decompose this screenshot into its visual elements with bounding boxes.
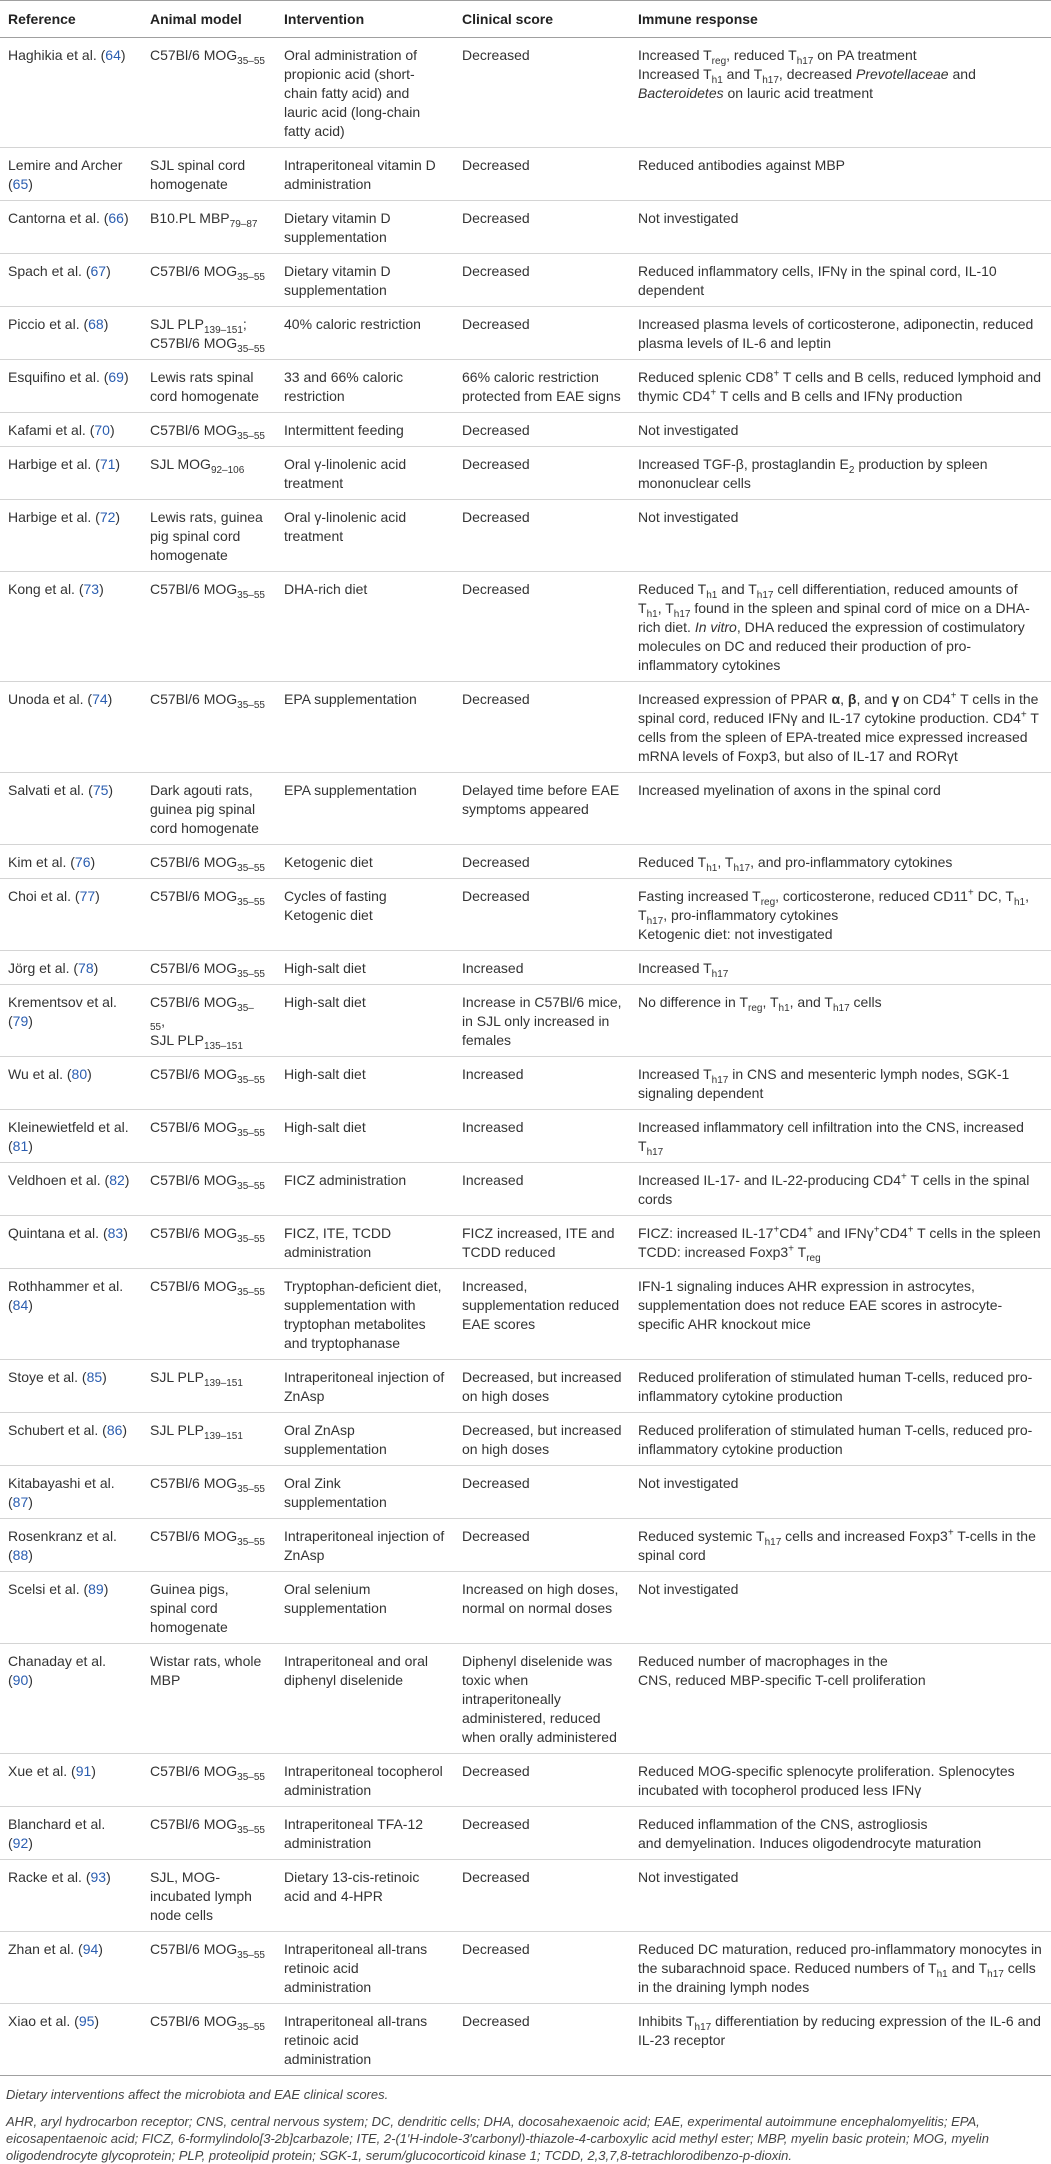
- cell-intervention: Oral γ-linolenic acid treatment: [276, 447, 454, 500]
- reference-link[interactable]: 67: [90, 263, 107, 279]
- cell-immune-response: Reduced MOG-specific splenocyte proliferation. Splenocytes incubated with tocopherol produced less IFNγ: [630, 1754, 1051, 1807]
- reference-link[interactable]: 83: [107, 1225, 124, 1241]
- cell-animal-model: C57Bl/6 $MOG_{35-55}$: [142, 254, 276, 307]
- reference-link[interactable]: 85: [86, 1369, 103, 1385]
- table-row: [0, 1932, 1051, 2004]
- cell-clinical-score: Decreased: [454, 845, 630, 879]
- cell-clinical-score: Decreased: [454, 1754, 630, 1807]
- table-row: [0, 572, 1051, 682]
- cell-immune-response: Increased $T_{h17}$ in CNS and mesenteric lymph nodes, SGK-1 signaling dependent: [630, 1057, 1051, 1110]
- cell-immune-response: IFN-1 signaling induces AHR expression in astrocytes, supplementation does not reduce EAE scores in astrocyte-specific AHR knockout mice: [630, 1269, 1051, 1360]
- cell-reference: Esquifino et al. (69): [0, 360, 142, 413]
- cell-immune-response: Increased $T_{h17}$: [630, 951, 1051, 985]
- cell-animal-model: Wistar rats, whole MBP: [142, 1644, 276, 1754]
- cell-clinical-score: Increased: [454, 1110, 630, 1163]
- cell-immune-response: Increased expression of PPAR α, β, and γ on CD4+ T cells in the spinal cord, reduced IFNγ and IL-17 cytokine production. CD4+ T cells from the spleen of EPA-treated mice expressed increased mRNA levels of Foxp3, but also of IL-17 and RORγt: [630, 682, 1051, 773]
- cell-reference: Racke et al. (93): [0, 1860, 142, 1932]
- cell-immune-response: Reduced inflammatory cells, IFNγ in the spinal cord, IL-10 dependent: [630, 254, 1051, 307]
- reference-link[interactable]: 73: [83, 581, 100, 597]
- table-row: [0, 201, 1051, 254]
- cell-reference: Kafami et al. (70): [0, 413, 142, 447]
- cell-clinical-score: Decreased: [454, 447, 630, 500]
- reference-link[interactable]: 88: [12, 1547, 29, 1563]
- cell-reference: Spach et al. (67): [0, 254, 142, 307]
- cell-immune-response: FICZ: increased IL-17+CD4+ and IFNγ+CD4+ T cells in the spleen TCDD: increased Foxp3+ $T_{reg}$: [630, 1216, 1051, 1269]
- table-row: [0, 2004, 1051, 2076]
- reference-author: Harbige et al. (: [8, 509, 100, 525]
- cell-reference: Rothhammer et al. (84): [0, 1269, 142, 1360]
- cell-intervention: Ketogenic diet: [276, 845, 454, 879]
- cell-animal-model: C57Bl/6 $MOG_{35-55}$: [142, 1163, 276, 1216]
- cell-intervention: Intraperitoneal vitamin D administration: [276, 148, 454, 201]
- cell-clinical-score: Decreased: [454, 1466, 630, 1519]
- cell-intervention: FICZ administration: [276, 1163, 454, 1216]
- cell-reference: Scelsi et al. (89): [0, 1572, 142, 1644]
- reference-author: Rothhammer et al. (: [8, 1278, 124, 1313]
- table-row: [0, 1860, 1051, 1932]
- cell-clinical-score: FICZ increased, ITE and TCDD reduced: [454, 1216, 630, 1269]
- cell-clinical-score: Decreased: [454, 1932, 630, 2004]
- cell-reference: Xue et al. (91): [0, 1754, 142, 1807]
- cell-clinical-score: Decreased, but increased on high doses: [454, 1413, 630, 1466]
- cell-animal-model: C57Bl/6 $MOG_{35-55}$: [142, 1754, 276, 1807]
- table-row: [0, 254, 1051, 307]
- reference-author: Rosenkranz et al. (: [8, 1528, 117, 1563]
- table-header: [0, 1, 1051, 38]
- table-row: [0, 1754, 1051, 1807]
- reference-link[interactable]: 93: [90, 1869, 107, 1885]
- cell-reference: Unoda et al. (74): [0, 682, 142, 773]
- cell-animal-model: C57Bl/6 $MOG_{35-55}$: [142, 1269, 276, 1360]
- cell-animal-model: C57Bl/6 $MOG_{35-55}$: [142, 1057, 276, 1110]
- cell-reference: Haghikia et al. (64): [0, 38, 142, 148]
- cell-reference: Wu et al. (80): [0, 1057, 142, 1110]
- reference-author: Kafami et al. (: [8, 422, 95, 438]
- cell-immune-response: Not investigated: [630, 1466, 1051, 1519]
- cell-intervention: Cycles of fasting Ketogenic diet: [276, 879, 454, 951]
- table-row: [0, 985, 1051, 1057]
- table-body: [0, 38, 1051, 2076]
- cell-reference: Rosenkranz et al. (88): [0, 1519, 142, 1572]
- cell-intervention: EPA supplementation: [276, 773, 454, 845]
- reference-link[interactable]: 91: [75, 1763, 92, 1779]
- cell-intervention: Oral Zink supplementation: [276, 1466, 454, 1519]
- cell-clinical-score: Decreased: [454, 307, 630, 360]
- cell-animal-model: C57Bl/6 $MOG_{35-55}$: [142, 879, 276, 951]
- cell-animal-model: C57Bl/6 $MOG_{35-55}$: [142, 1932, 276, 2004]
- cell-clinical-score: Decreased: [454, 413, 630, 447]
- cell-reference: Jörg et al. (78): [0, 951, 142, 985]
- cell-animal-model: C57Bl/6 $MOG_{35-55}$: [142, 572, 276, 682]
- cell-animal-model: C57Bl/6 $MOG_{35-55}$: [142, 1466, 276, 1519]
- cell-intervention: High-salt diet: [276, 985, 454, 1057]
- header-reference: Reference: [0, 1, 142, 38]
- cell-clinical-score: Decreased: [454, 572, 630, 682]
- reference-author: Krementsov et al. (: [8, 994, 117, 1029]
- cell-clinical-score: Decreased: [454, 38, 630, 148]
- reference-link[interactable]: 90: [12, 1672, 29, 1688]
- cell-reference: Xiao et al. (95): [0, 2004, 142, 2076]
- reference-author: Quintana et al. (: [8, 1225, 108, 1241]
- cell-animal-model: SJL $MOG_{92-106}$: [142, 447, 276, 500]
- reference-link[interactable]: 72: [99, 509, 116, 525]
- reference-author: Haghikia et al. (: [8, 47, 106, 63]
- cell-reference: Blanchard et al. (92): [0, 1807, 142, 1860]
- cell-immune-response: Reduced $T_{h1}$, $T_{h17}$, and pro-inflammatory cytokines: [630, 845, 1051, 879]
- table-row: [0, 447, 1051, 500]
- table-row: [0, 360, 1051, 413]
- cell-reference: Harbige et al. (71): [0, 447, 142, 500]
- cell-immune-response: Increased plasma levels of corticosterone, adiponectin, reduced plasma levels of IL-6 and leptin: [630, 307, 1051, 360]
- table-row: [0, 1163, 1051, 1216]
- cell-intervention: Oral administration of propionic acid (short-chain fatty acid) and lauric acid (long-chain fatty acid): [276, 38, 454, 148]
- cell-animal-model: Dark agouti rats, guinea pig spinal cord homogenate: [142, 773, 276, 845]
- reference-link[interactable]: 70: [94, 422, 110, 438]
- table-row: [0, 1644, 1051, 1754]
- cell-intervention: Intraperitoneal and oral diphenyl diselenide: [276, 1644, 454, 1754]
- cell-clinical-score: Increased on high doses, normal on normal doses: [454, 1572, 630, 1644]
- cell-animal-model: SJL $PLP_{139-151}$: [142, 1360, 276, 1413]
- cell-immune-response: Increased $T_{reg}$, reduced $T_{h17}$ on PA treatment Increased $T_{h1}$ and $T_{h17}$, decreased Prevotellaceae and Bacteroidetes on lauric acid treatment: [630, 38, 1051, 148]
- cell-immune-response: Not investigated: [630, 413, 1051, 447]
- cell-reference: Chanaday et al. (90): [0, 1644, 142, 1754]
- table-row: [0, 1360, 1051, 1413]
- reference-link[interactable]: 77: [79, 888, 96, 904]
- table-row: [0, 682, 1051, 773]
- cell-immune-response: Not investigated: [630, 201, 1051, 254]
- cell-immune-response: Reduced splenic CD8+ T cells and B cells, reduced lymphoid and thymic CD4+ T cells and B cells and IFNγ production: [630, 360, 1051, 413]
- header-animal-model: Animal model: [142, 1, 276, 38]
- reference-author: Kong et al. (: [8, 581, 84, 597]
- cell-intervention: Dietary vitamin D supplementation: [276, 201, 454, 254]
- reference-author: Piccio et al. (: [8, 316, 89, 332]
- cell-immune-response: Reduced inflammation of the CNS, astrogliosis and demyelination. Induces oligodendrocyte maturation: [630, 1807, 1051, 1860]
- cell-immune-response: Fasting increased $T_{reg}$, corticosterone, reduced CD11+ DC, $T_{h1}$, $T_{h17}$, pro-inflammatory cytokines Ketogenic diet: not investigated: [630, 879, 1051, 951]
- cell-immune-response: Increased IL-17- and IL-22-producing CD4+ T cells in the spinal cords: [630, 1163, 1051, 1216]
- reference-link[interactable]: 81: [12, 1138, 29, 1154]
- cell-intervention: 40% caloric restriction: [276, 307, 454, 360]
- table-footnote: Dietary interventions affect the microbiota and EAE clinical scores.: [6, 2087, 389, 2102]
- cell-reference: Cantorna et al. (66): [0, 201, 142, 254]
- reference-author: Kim et al. (: [8, 854, 75, 870]
- table-row: [0, 1216, 1051, 1269]
- cell-intervention: High-salt diet: [276, 1110, 454, 1163]
- table-row: [0, 1413, 1051, 1466]
- cell-reference: Piccio et al. (68): [0, 307, 142, 360]
- reference-link[interactable]: 84: [12, 1297, 29, 1313]
- reference-link[interactable]: 65: [12, 176, 29, 192]
- cell-intervention: 33 and 66% caloric restriction: [276, 360, 454, 413]
- cell-clinical-score: Decreased: [454, 254, 630, 307]
- table-row: [0, 1572, 1051, 1644]
- cell-animal-model: C57Bl/6 $MOG_{35-55}$: [142, 413, 276, 447]
- reference-link[interactable]: 80: [71, 1066, 88, 1082]
- cell-immune-response: Increased myelination of axons in the spinal cord: [630, 773, 1051, 845]
- cell-clinical-score: Decreased: [454, 500, 630, 572]
- cell-animal-model: C57Bl/6 $MOG_{35-55}$, SJL $PLP_{135-151}$: [142, 985, 276, 1057]
- reference-link[interactable]: 66: [108, 210, 124, 226]
- reference-link[interactable]: 92: [12, 1835, 29, 1851]
- cell-reference: Quintana et al. (83): [0, 1216, 142, 1269]
- cell-immune-response: Reduced systemic $T_{h17}$ cells and increased Foxp3+ T-cells in the spinal cord: [630, 1519, 1051, 1572]
- cell-reference: Kim et al. (76): [0, 845, 142, 879]
- cell-immune-response: No difference in $T_{reg}$, $T_{h1}$, and $T_{h17}$ cells: [630, 985, 1051, 1057]
- cell-clinical-score: Decreased: [454, 682, 630, 773]
- cell-reference: Harbige et al. (72): [0, 500, 142, 572]
- reference-link[interactable]: 69: [108, 369, 124, 385]
- reference-link[interactable]: 76: [74, 854, 91, 870]
- cell-immune-response: Not investigated: [630, 500, 1051, 572]
- cell-animal-model: SJL, MOG-incubated lymph node cells: [142, 1860, 276, 1932]
- cell-reference: Schubert et al. (86): [0, 1413, 142, 1466]
- cell-animal-model: C57Bl/6 $MOG_{35-55}$: [142, 1807, 276, 1860]
- cell-animal-model: Guinea pigs, spinal cord homogenate: [142, 1572, 276, 1644]
- reference-author: Wu et al. (: [8, 1066, 72, 1082]
- reference-link[interactable]: 86: [106, 1422, 123, 1438]
- cell-immune-response: Reduced DC maturation, reduced pro-inflammatory monocytes in the subarachnoid space. Reduced numbers of $T_{h1}$ and $T_{h17}$ cells in the draining lymph nodes: [630, 1932, 1051, 2004]
- table-row: [0, 1519, 1051, 1572]
- cell-intervention: EPA supplementation: [276, 682, 454, 773]
- header-intervention: Intervention: [276, 1, 454, 38]
- cell-reference: Kleinewietfeld et al. (81): [0, 1110, 142, 1163]
- cell-intervention: Oral ZnAsp supplementation: [276, 1413, 454, 1466]
- cell-animal-model: Lewis rats, guinea pig spinal cord homogenate: [142, 500, 276, 572]
- cell-animal-model: SJL spinal cord homogenate: [142, 148, 276, 201]
- cell-intervention: Intraperitoneal tocopherol administration: [276, 1754, 454, 1807]
- reference-author: Spach et al. (: [8, 263, 91, 279]
- reference-author: Lemire and Archer (: [8, 157, 123, 192]
- reference-author: Unoda et al. (: [8, 691, 93, 707]
- reference-author: Choi et al. (: [8, 888, 80, 904]
- table-row: [0, 307, 1051, 360]
- cell-clinical-score: Decreased: [454, 879, 630, 951]
- cell-intervention: Intraperitoneal injection of ZnAsp: [276, 1519, 454, 1572]
- cell-reference: Kong et al. (73): [0, 572, 142, 682]
- reference-author: Kleinewietfeld et al. (: [8, 1119, 129, 1154]
- cell-animal-model: C57Bl/6 $MOG_{35-55}$: [142, 38, 276, 148]
- reference-author: Scelsi et al. (: [8, 1581, 89, 1597]
- cell-intervention: Intraperitoneal all-trans retinoic acid administration: [276, 1932, 454, 2004]
- reference-link[interactable]: 94: [82, 1941, 99, 1957]
- cell-reference: Zhan et al. (94): [0, 1932, 142, 2004]
- cell-clinical-score: Increased, supplementation reduced EAE scores: [454, 1269, 630, 1360]
- reference-author: Racke et al. (: [8, 1869, 91, 1885]
- reference-author: Chanaday et al. (: [8, 1653, 107, 1688]
- cell-intervention: Tryptophan-deficient diet, supplementation with tryptophan metabolites and tryptophanase: [276, 1269, 454, 1360]
- table-row: [0, 773, 1051, 845]
- header-immune-response: Immune response: [630, 1, 1051, 38]
- cell-clinical-score: Diphenyl diselenide was toxic when intraperitoneally administered, reduced when orally administered: [454, 1644, 630, 1754]
- cell-intervention: FICZ, ITE, TCDD administration: [276, 1216, 454, 1269]
- cell-intervention: Dietary vitamin D supplementation: [276, 254, 454, 307]
- reference-link[interactable]: 89: [88, 1581, 104, 1597]
- cell-animal-model: SJL $PLP_{139-151}$; C57Bl/6 $MOG_{35-55}$: [142, 307, 276, 360]
- table-notes: [0, 2076, 1051, 2164]
- reference-link[interactable]: 87: [12, 1494, 29, 1510]
- cell-immune-response: Reduced proliferation of stimulated human T-cells, reduced pro-inflammatory cytokine production: [630, 1413, 1051, 1466]
- table-row: [0, 1110, 1051, 1163]
- reference-author: Esquifino et al. (: [8, 369, 109, 385]
- table-row: [0, 1807, 1051, 1860]
- cell-clinical-score: Increased: [454, 1057, 630, 1110]
- cell-clinical-score: Decreased, but increased on high doses: [454, 1360, 630, 1413]
- table-row: [0, 879, 1051, 951]
- cell-reference: Salvati et al. (75): [0, 773, 142, 845]
- cell-clinical-score: Decreased: [454, 1519, 630, 1572]
- reference-link[interactable]: 78: [78, 960, 94, 976]
- reference-link[interactable]: 68: [88, 316, 104, 332]
- reference-author: Zhan et al. (: [8, 1941, 83, 1957]
- cell-intervention: Oral γ-linolenic acid treatment: [276, 500, 454, 572]
- cell-intervention: High-salt diet: [276, 1057, 454, 1110]
- cell-intervention: High-salt diet: [276, 951, 454, 985]
- cell-intervention: Intraperitoneal TFA-12 administration: [276, 1807, 454, 1860]
- cell-immune-response: Increased inflammatory cell infiltration into the CNS, increased $T_{h17}$: [630, 1110, 1051, 1163]
- cell-animal-model: Lewis rats spinal cord homogenate: [142, 360, 276, 413]
- abbreviations-note: AHR, aryl hydrocarbon receptor; CNS, central nervous system; DC, dendritic cells; DHA, docosahexaenoic acid; EAE, experimental autoimmune encephalomyelitis; EPA, eicosapentaenoic acid; FICZ, 6-formylindolo[3-2b]carbazole; ITE, 2-(1′H-indole-3′carbonyl)-thiazole-4-carboxylic acid methyl ester; MBP, myelin basic protein; MOG, myelin oligodendrocyte glycoprotein; PLP, proteolipid protein; SGK-1, serum/glucocorticoid kinase 1; TCDD, 2,3,7,8-tetrachlorodibenzo-p-dioxin.: [6, 2114, 989, 2163]
- reference-author: Kitabayashi et al. (: [8, 1475, 115, 1510]
- cell-reference: Stoye et al. (85): [0, 1360, 142, 1413]
- cell-immune-response: Not investigated: [630, 1860, 1051, 1932]
- cell-clinical-score: Increase in C57Bl/6 mice, in SJL only increased in females: [454, 985, 630, 1057]
- cell-animal-model: C57Bl/6 $MOG_{35-55}$: [142, 682, 276, 773]
- cell-immune-response: Reduced number of macrophages in the CNS, reduced MBP-specific T-cell proliferation: [630, 1644, 1051, 1754]
- cell-animal-model: C57Bl/6 $MOG_{35-55}$: [142, 2004, 276, 2076]
- cell-reference: Krementsov et al. (79): [0, 985, 142, 1057]
- header-clinical-score: Clinical score: [454, 1, 630, 38]
- table-row: [0, 1269, 1051, 1360]
- cell-reference: Veldhoen et al. (82): [0, 1163, 142, 1216]
- cell-intervention: Oral selenium supplementation: [276, 1572, 454, 1644]
- table-row: [0, 1466, 1051, 1519]
- reference-author: Salvati et al. (: [8, 782, 93, 798]
- cell-immune-response: Increased TGF-β, prostaglandin $E_2$ production by spleen mononuclear cells: [630, 447, 1051, 500]
- cell-immune-response: Reduced antibodies against MBP: [630, 148, 1051, 201]
- cell-clinical-score: Decreased: [454, 1860, 630, 1932]
- reference-author: Xiao et al. (: [8, 2013, 79, 2029]
- cell-clinical-score: Decreased: [454, 201, 630, 254]
- cell-immune-response: Reduced $T_{h1}$ and $T_{h17}$ cell differentiation, reduced amounts of $T_{h1}$, $T_{h17}$ found in the spleen and spinal cord of mice on a DHA-rich diet. In vitro, DHA reduced the expression of costimulatory molecules on DC and reduced their production of pro-inflammatory cytokines: [630, 572, 1051, 682]
- cell-clinical-score: Decreased: [454, 148, 630, 201]
- cell-reference: Choi et al. (77): [0, 879, 142, 951]
- cell-intervention: Intermittent feeding: [276, 413, 454, 447]
- table-row: [0, 38, 1051, 148]
- header-row: [0, 1, 1051, 38]
- cell-immune-response: Inhibits $T_{h17}$ differentiation by reducing expression of the IL-6 and IL-23 receptor: [630, 2004, 1051, 2076]
- reference-link[interactable]: 75: [92, 782, 109, 798]
- cell-animal-model: SJL $PLP_{139-151}$: [142, 1413, 276, 1466]
- table-row: [0, 413, 1051, 447]
- reference-link[interactable]: 82: [109, 1172, 125, 1188]
- table-row: [0, 500, 1051, 572]
- cell-clinical-score: 66% caloric restriction protected from EAE signs: [454, 360, 630, 413]
- cell-clinical-score: Decreased: [454, 1807, 630, 1860]
- reference-author: Veldhoen et al. (: [8, 1172, 110, 1188]
- cell-animal-model: C57Bl/6 $MOG_{35-55}$: [142, 1110, 276, 1163]
- cell-animal-model: C57Bl/6 $MOG_{35-55}$: [142, 1216, 276, 1269]
- cell-animal-model: C57Bl/6 $MOG_{35-55}$: [142, 951, 276, 985]
- cell-immune-response: Reduced proliferation of stimulated human T-cells, reduced pro-inflammatory cytokine production: [630, 1360, 1051, 1413]
- cell-clinical-score: Delayed time before EAE symptoms appeared: [454, 773, 630, 845]
- table-row: [0, 1057, 1051, 1110]
- table-row: [0, 148, 1051, 201]
- cell-immune-response: Not investigated: [630, 1572, 1051, 1644]
- cell-animal-model: B10.PL $MBP_{79-87}$: [142, 201, 276, 254]
- cell-intervention: DHA-rich diet: [276, 572, 454, 682]
- cell-intervention: Intraperitoneal all-trans retinoic acid administration: [276, 2004, 454, 2076]
- cell-clinical-score: Decreased: [454, 2004, 630, 2076]
- reference-author: Stoye et al. (: [8, 1369, 87, 1385]
- reference-author: Harbige et al. (: [8, 456, 100, 472]
- reference-author: Xue et al. (: [8, 1763, 76, 1779]
- reference-link[interactable]: 79: [12, 1013, 29, 1029]
- table-row: [0, 951, 1051, 985]
- cell-animal-model: C57Bl/6 $MOG_{35-55}$: [142, 1519, 276, 1572]
- reference-author: Jörg et al. (: [8, 960, 79, 976]
- reference-link[interactable]: 95: [78, 2013, 95, 2029]
- cell-reference: Lemire and Archer (65): [0, 148, 142, 201]
- reference-author: Cantorna et al. (: [8, 210, 109, 226]
- cell-animal-model: C57Bl/6 $MOG_{35-55}$: [142, 845, 276, 879]
- reference-author: Blanchard et al. (: [8, 1816, 106, 1851]
- cell-intervention: Intraperitoneal injection of ZnAsp: [276, 1360, 454, 1413]
- reference-link[interactable]: 74: [92, 691, 108, 707]
- table-row: [0, 845, 1051, 879]
- cell-reference: Kitabayashi et al. (87): [0, 1466, 142, 1519]
- reference-author: Schubert et al. (: [8, 1422, 107, 1438]
- cell-clinical-score: Increased: [454, 1163, 630, 1216]
- cell-clinical-score: Increased: [454, 951, 630, 985]
- reference-link[interactable]: 71: [99, 456, 116, 472]
- reference-link[interactable]: 64: [105, 47, 121, 63]
- cell-intervention: Dietary 13-cis-retinoic acid and 4-HPR: [276, 1860, 454, 1932]
